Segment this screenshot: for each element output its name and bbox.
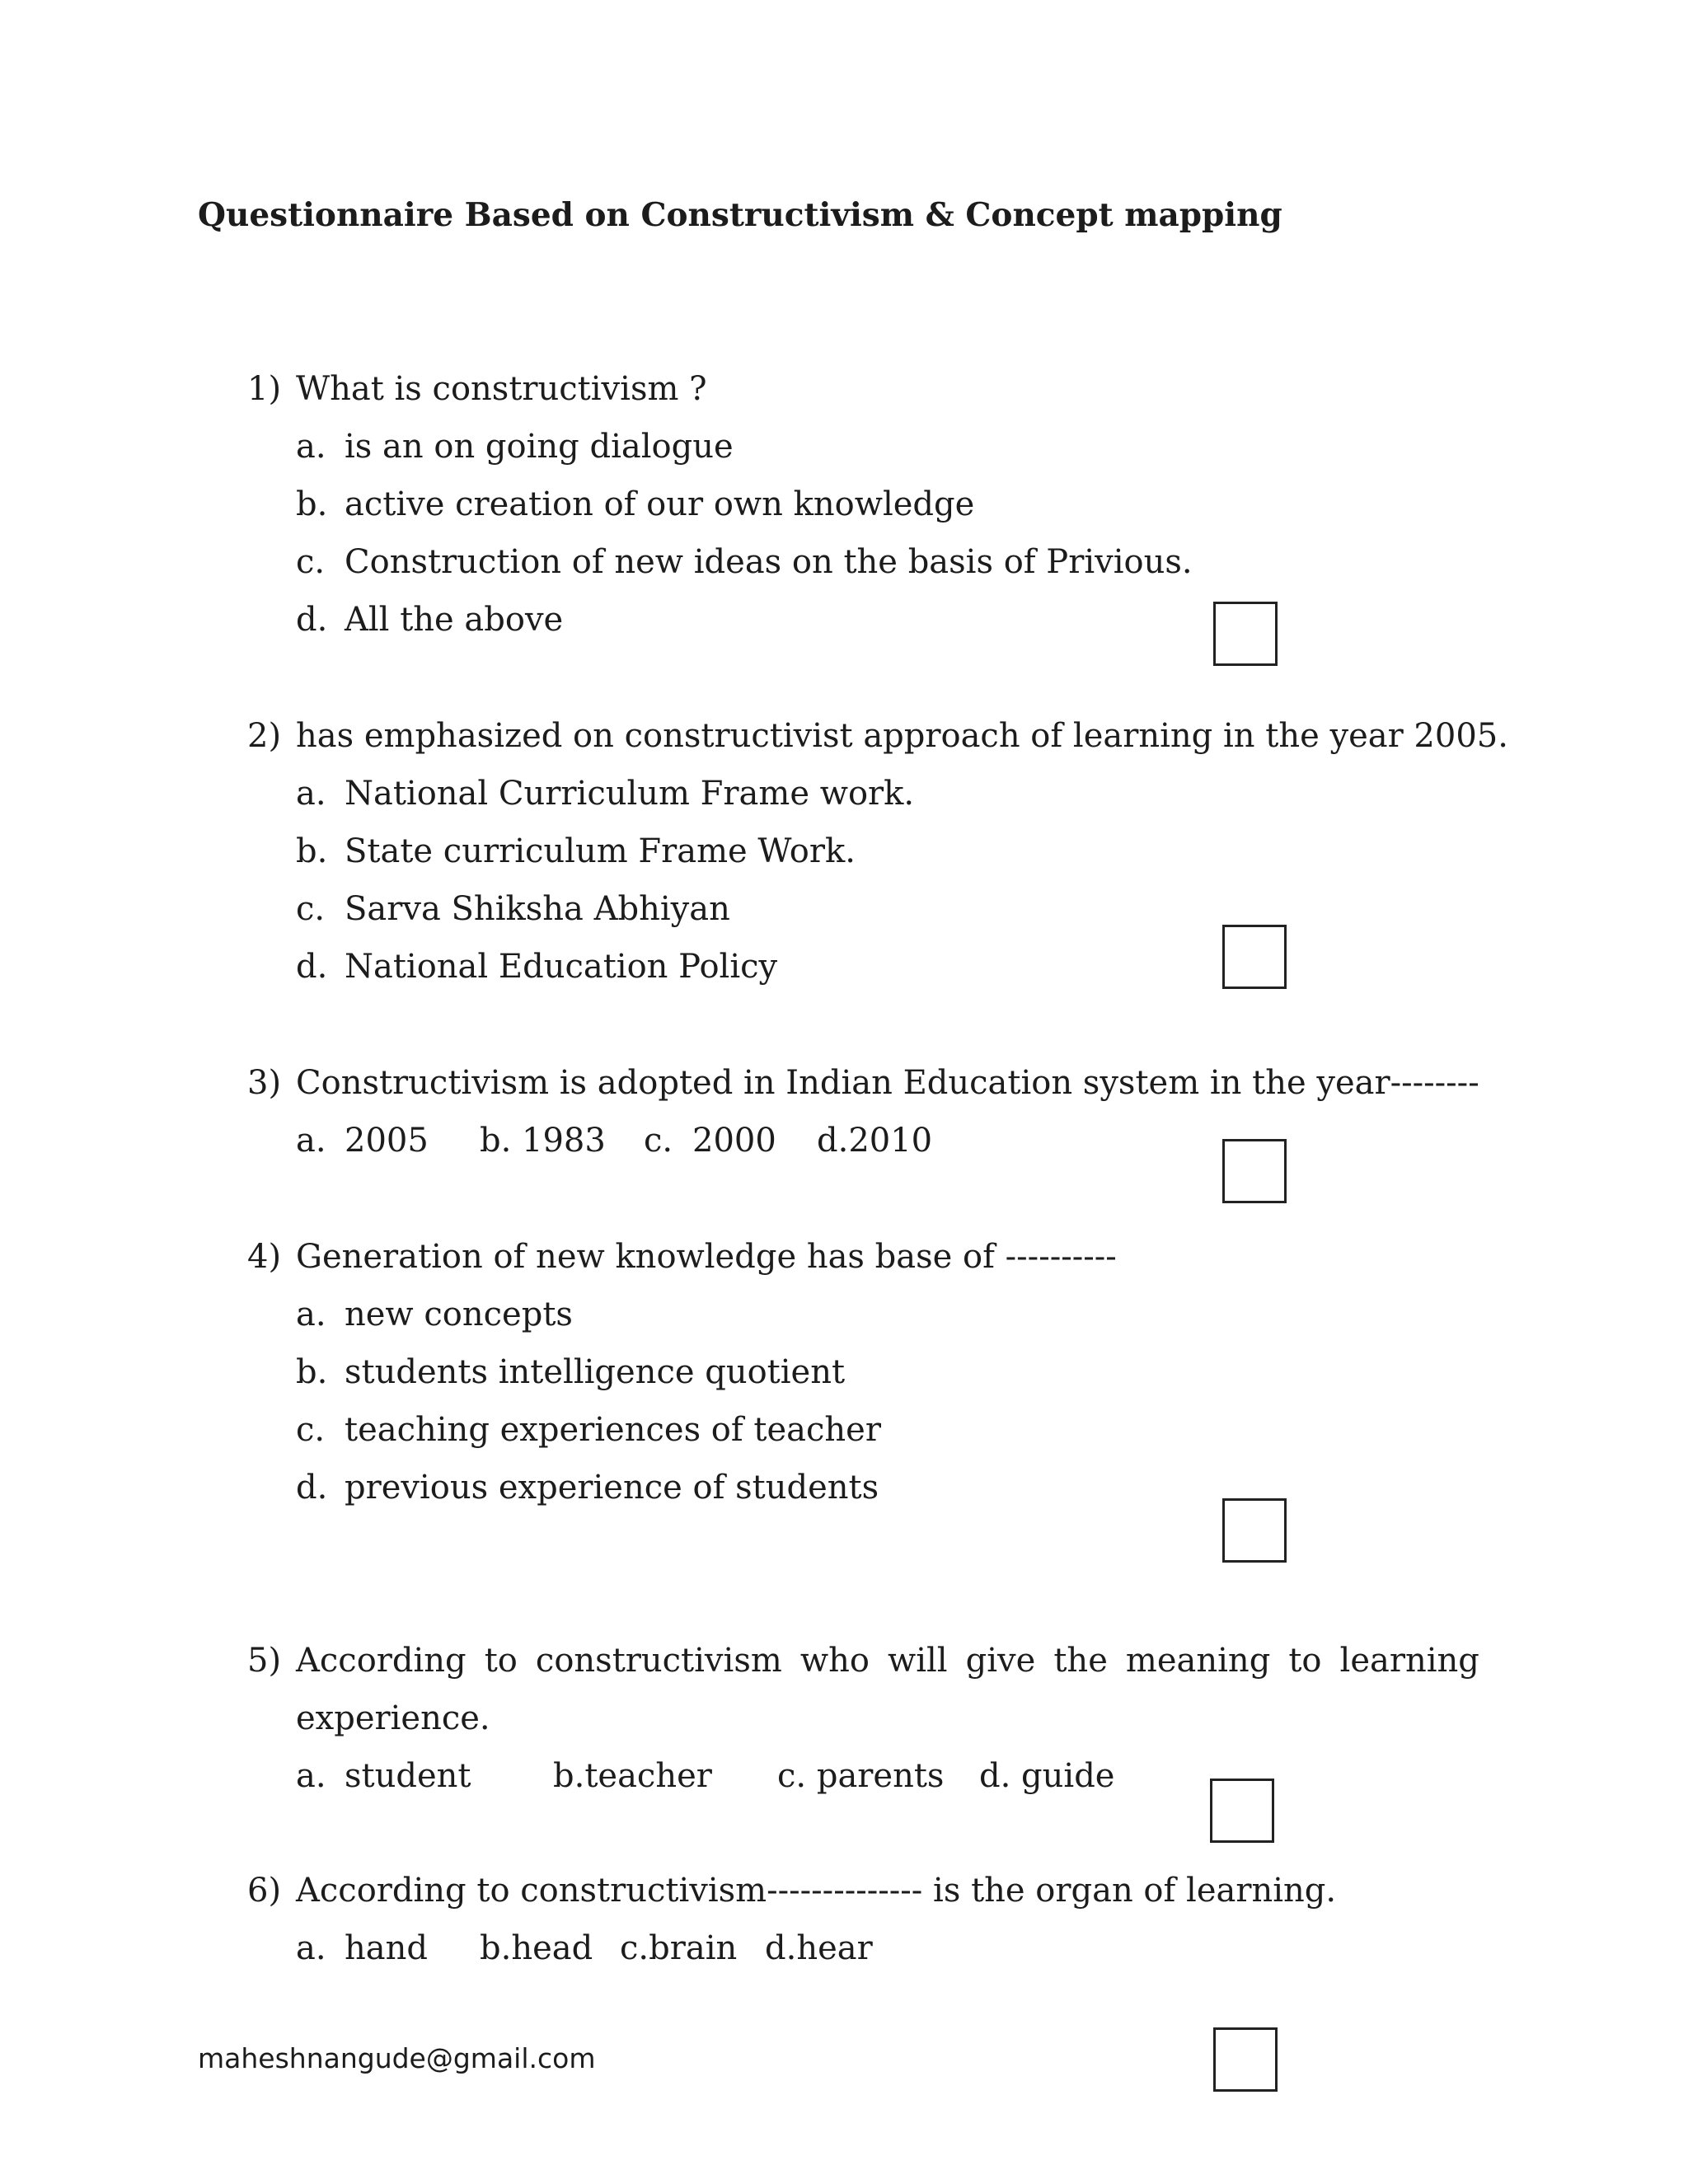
question-number: 5) xyxy=(247,1642,282,1680)
question-text: has emphasized on constructivist approach of learning in the year 2005. xyxy=(296,717,1508,755)
option-text: All the above xyxy=(345,601,564,639)
question-word: who xyxy=(799,1642,870,1680)
answer-box-3[interactable] xyxy=(1222,1139,1287,1203)
option-letter: a. xyxy=(296,1122,326,1160)
question-word: meaning xyxy=(1125,1642,1271,1680)
question-text: Constructivism is adopted in Indian Education system in the year-------- xyxy=(296,1064,1479,1102)
question-word: According xyxy=(296,1642,467,1680)
option-letter: b. xyxy=(296,1353,328,1391)
option-text: b.teacher xyxy=(553,1757,712,1795)
option-text: National Education Policy xyxy=(345,948,778,986)
question-number: 1) xyxy=(247,370,282,408)
option-letter: c. xyxy=(296,543,326,581)
question-number: 6) xyxy=(247,1872,282,1910)
option-letter: a. xyxy=(296,775,326,813)
option-text: d.2010 xyxy=(817,1122,933,1160)
option-letter: b. xyxy=(296,832,328,870)
option-text: National Curriculum Frame work. xyxy=(345,775,915,813)
question-number: 3) xyxy=(247,1064,282,1102)
answer-box-6[interactable] xyxy=(1213,2027,1278,2092)
option-text: b. 1983 xyxy=(480,1122,606,1160)
question-word: learning xyxy=(1339,1642,1479,1680)
answer-box-1[interactable] xyxy=(1213,602,1278,666)
option-letter: a. xyxy=(296,428,326,466)
option-letter: d. xyxy=(296,601,328,639)
option-letter: a. xyxy=(296,1296,326,1333)
question-text-continued: experience. xyxy=(296,1699,490,1737)
answer-box-2[interactable] xyxy=(1222,925,1287,989)
option-text: State curriculum Frame Work. xyxy=(345,832,856,870)
footer-email: maheshnangude@gmail.com xyxy=(198,2042,596,2074)
option-letter: a. xyxy=(296,1757,326,1795)
option-letter: a. xyxy=(296,1929,326,1967)
option-text: b.head xyxy=(480,1929,593,1967)
option-text: new concepts xyxy=(345,1296,573,1333)
option-text: 2000 xyxy=(692,1122,776,1160)
option-text: Construction of new ideas on the basis of Privious. xyxy=(345,543,1193,581)
option-text: students intelligence quotient xyxy=(345,1353,846,1391)
option-letter: c. xyxy=(296,1411,326,1449)
page-title: Questionnaire Based on Constructivism & Concept mapping xyxy=(198,196,1282,234)
option-text: active creation of our own knowledge xyxy=(345,485,975,523)
question-text: Generation of new knowledge has base of ---------- xyxy=(296,1238,1117,1276)
question-text xyxy=(296,1641,1479,1680)
option-text: d. guide xyxy=(979,1757,1115,1795)
option-letter: b. xyxy=(296,485,328,523)
option-text: is an on going dialogue xyxy=(345,428,734,466)
question-text: What is constructivism ? xyxy=(296,370,707,408)
question-word: to xyxy=(484,1642,518,1680)
question-number: 4) xyxy=(247,1238,282,1276)
answer-box-5[interactable] xyxy=(1210,1779,1274,1843)
option-text: c.brain xyxy=(620,1929,738,1967)
answer-box-4[interactable] xyxy=(1222,1498,1287,1563)
option-text: d.hear xyxy=(765,1929,873,1967)
option-letter: c. xyxy=(296,890,326,928)
question-word: will xyxy=(887,1642,948,1680)
question-number: 2) xyxy=(247,717,282,755)
question-word: to xyxy=(1288,1642,1322,1680)
question-text: According to constructivism-------------- is the organ of learning. xyxy=(296,1872,1337,1910)
option-text: hand xyxy=(345,1929,428,1967)
option-text: Sarva Shiksha Abhiyan xyxy=(345,890,730,928)
option-text: teaching experiences of teacher xyxy=(345,1411,881,1449)
option-text: student xyxy=(345,1757,471,1795)
question-word: give xyxy=(965,1642,1036,1680)
option-text: previous experience of students xyxy=(345,1469,879,1507)
question-word: the xyxy=(1053,1642,1108,1680)
option-letter: c. xyxy=(644,1122,673,1160)
option-text: c. parents xyxy=(777,1757,945,1795)
option-text: 2005 xyxy=(345,1122,429,1160)
option-letter: d. xyxy=(296,1469,328,1507)
option-letter: d. xyxy=(296,948,328,986)
question-word: constructivism xyxy=(535,1642,782,1680)
